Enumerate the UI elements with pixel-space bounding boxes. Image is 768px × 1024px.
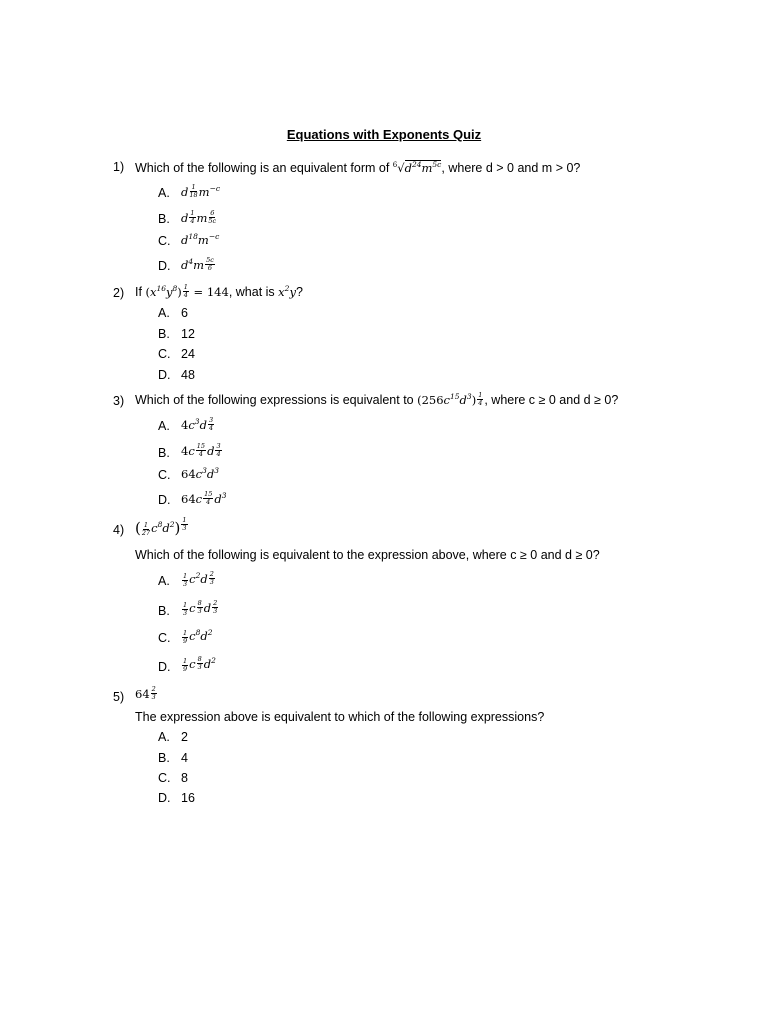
question-2-text-end: ? [295,285,303,299]
question-2-choice-d: 48 [181,368,195,382]
question-4-number: 4) [113,523,125,537]
question-5-number: 5) [113,690,125,704]
question-4-choice-d-letter: D. [158,660,171,674]
question-2-equation: $(x^{16}y^8)$ $\frac{1}{4}$ = 144 [145,283,229,299]
question-1-choice-d-letter: D. [158,259,171,273]
question-3-number: 3) [113,394,125,408]
question-3-choice-c-letter: C. [158,468,171,482]
question-4-expression: ( $\frac{1}{27}$ $c^8d^2$) $\frac{1}{3}$ [135,516,187,537]
question-3-choice-d-letter: D. [158,493,171,507]
question-5-choice-b-letter: B. [158,751,170,765]
question-1-choice-d: $d^4m$ $\frac{5c}{6}$ [181,256,214,272]
question-3-expression: $(256c^{15}d^3)$ $\frac{1}{4}$ [417,391,483,407]
question-4-choice-c-letter: C. [158,631,171,645]
question-4-choice-a-letter: A. [158,574,170,588]
question-2-choice-c-letter: C. [158,347,171,361]
question-5-choice-d-letter: D. [158,791,171,805]
question-4-choice-b-letter: B. [158,604,170,618]
question-3-choice-b: 4c $\frac{15}{4}$ d $\frac{3}{4}$ [181,442,221,458]
question-5-choice-d: 16 [181,791,195,805]
question-1-text-after: , where d > 0 and m > 0? [441,161,581,175]
question-2-text-mid: , what is [228,285,275,299]
question-2-choice-b: 12 [181,327,195,341]
question-3-text-after: , where c ≥ 0 and d ≥ 0? [484,393,619,407]
question-5-choice-a-letter: A. [158,730,170,744]
question-1-choice-a: d $\frac{1}{18}$ $m^{-c}$ [181,183,221,199]
question-1-choice-c-letter: C. [158,234,171,248]
question-3-choice-a-letter: A. [158,419,170,433]
question-2-number: 2) [113,286,125,300]
question-4-choice-a: $\frac{1}{3}$ $c^2d$ $\frac{2}{3}$ [183,570,214,588]
question-2-target: $x^2y$ [278,284,296,299]
question-5-choice-b: 4 [181,751,188,765]
question-1-expression: $^6√d^{24}m^{5c}$ [392,160,442,175]
question-4-choice-c: $\frac{1}{9}$ $c^8d^2$ [183,628,213,645]
question-3-choice-b-letter: B. [158,446,170,460]
question-5-choice-c-letter: C. [158,771,171,785]
question-4-choice-b: $\frac{1}{3}$ c $\frac{8}{3}$ d $\frac{2}{3}$ [183,599,218,617]
question-2-text [135,284,303,299]
question-5-choice-c: 8 [181,771,188,785]
question-3-text [135,392,618,407]
question-2-choice-a: 6 [181,306,188,320]
question-2-choice-d-letter: D. [158,368,171,382]
question-2-choice-b-letter: B. [158,327,170,341]
question-5-text: The expression above is equivalent to which of the following expressions? [135,710,545,724]
question-1-choice-b: d $\frac{1}{4}$ m $\frac{6}{5c}$ [181,209,217,225]
question-3-choice-a: $4c^3d$ $\frac{3}{4}$ [181,416,214,432]
question-2-text-if: If [135,285,142,299]
page-title: Equations with Exponents Quiz [286,127,482,142]
question-5-choice-a: 2 [181,730,188,744]
question-5-expression: 64 $\frac{2}{3}$ [135,685,156,701]
question-1-text-before: Which of the following is an equivalent form of [135,161,390,175]
question-1-choice-a-letter: A. [158,186,170,200]
question-3-choice-c: $64c^3d^3$ [181,466,220,481]
question-3-text-before: Which of the following expressions is equivalent to [135,393,414,407]
question-2-choice-c: 24 [181,347,195,361]
question-3-choice-d: 64c $\frac{15}{4}$ $d^3$ [181,490,227,506]
question-1-number: 1) [113,160,125,174]
question-2-choice-a-letter: A. [158,306,170,320]
question-1-text [135,160,580,175]
question-4-choice-d: $\frac{1}{9}$ c $\frac{8}{3}$ $d^2$ [183,655,216,673]
question-1-choice-c: $d^{18}m^{-c}$ [181,232,220,247]
question-4-text: Which of the following is equivalent to the expression above, where c ≥ 0 and d ≥ 0? [135,548,600,562]
question-1-choice-b-letter: B. [158,212,170,226]
